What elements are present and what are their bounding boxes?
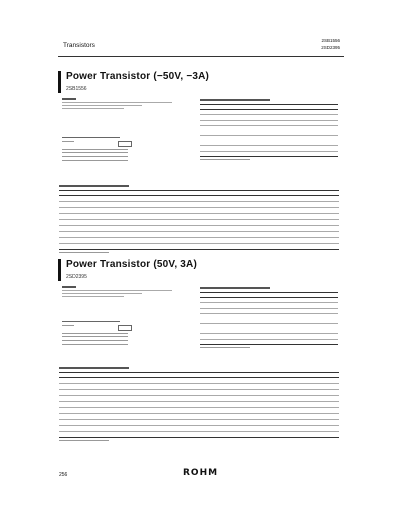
text-line — [62, 325, 74, 326]
text-line — [62, 105, 142, 106]
header-part-list — [321, 37, 340, 51]
package-box — [118, 141, 132, 147]
text-line — [62, 344, 128, 345]
text-line — [62, 333, 128, 334]
section2-title-bar — [58, 259, 61, 281]
text-line — [62, 296, 124, 297]
header-category: Transistors — [63, 42, 95, 49]
header-part-2: 2SD2395 — [321, 45, 340, 50]
table-row — [200, 136, 338, 146]
table-row — [200, 314, 338, 324]
table-row — [200, 340, 338, 346]
section2-part-number: 2SD2395 — [66, 274, 87, 280]
text-line — [62, 141, 74, 142]
text-line — [62, 108, 124, 109]
section1-title-bar — [58, 71, 61, 93]
section1-electrical-table — [59, 185, 339, 253]
section1-ratings-table — [200, 99, 338, 160]
structure-heading-mark — [62, 321, 120, 322]
table-heading-mark — [59, 185, 129, 187]
structure-heading-mark — [62, 137, 120, 138]
text-line — [62, 290, 172, 291]
table-note — [200, 159, 250, 160]
features-heading-mark — [62, 286, 76, 288]
table-row — [59, 244, 339, 250]
header-part-1: 2SB1556 — [321, 38, 340, 43]
table-row — [59, 432, 339, 438]
features-heading-mark — [62, 98, 76, 100]
table-note — [200, 347, 250, 348]
text-line — [62, 156, 128, 157]
section1-features — [62, 98, 182, 109]
table-note — [59, 252, 109, 253]
table-heading-mark — [200, 99, 270, 101]
text-line — [62, 160, 128, 161]
package-box — [118, 325, 132, 331]
text-line — [62, 336, 128, 337]
section2-ratings-table — [200, 287, 338, 348]
page-number: 256 — [59, 472, 68, 478]
table-heading-mark — [59, 367, 129, 369]
header-rule — [58, 56, 344, 57]
text-line — [62, 340, 128, 341]
table-note — [59, 440, 109, 441]
section1-title: Power Transistor (−50V, −3A) — [66, 71, 210, 82]
table-row — [200, 152, 338, 158]
table-row — [200, 324, 338, 334]
text-line — [62, 149, 128, 150]
text-line — [62, 293, 142, 294]
section1-part-number: 2SB1556 — [66, 86, 87, 92]
section2-title: Power Transistor (50V, 3A) — [66, 259, 197, 270]
section2-structure — [62, 321, 132, 345]
rohm-logo: ROHM — [183, 468, 219, 478]
section1-structure — [62, 137, 132, 161]
table-heading-mark — [200, 287, 270, 289]
section2-features — [62, 286, 182, 297]
section2-electrical-table — [59, 367, 339, 441]
text-line — [62, 152, 128, 153]
table-row — [200, 126, 338, 136]
text-line — [62, 102, 172, 103]
